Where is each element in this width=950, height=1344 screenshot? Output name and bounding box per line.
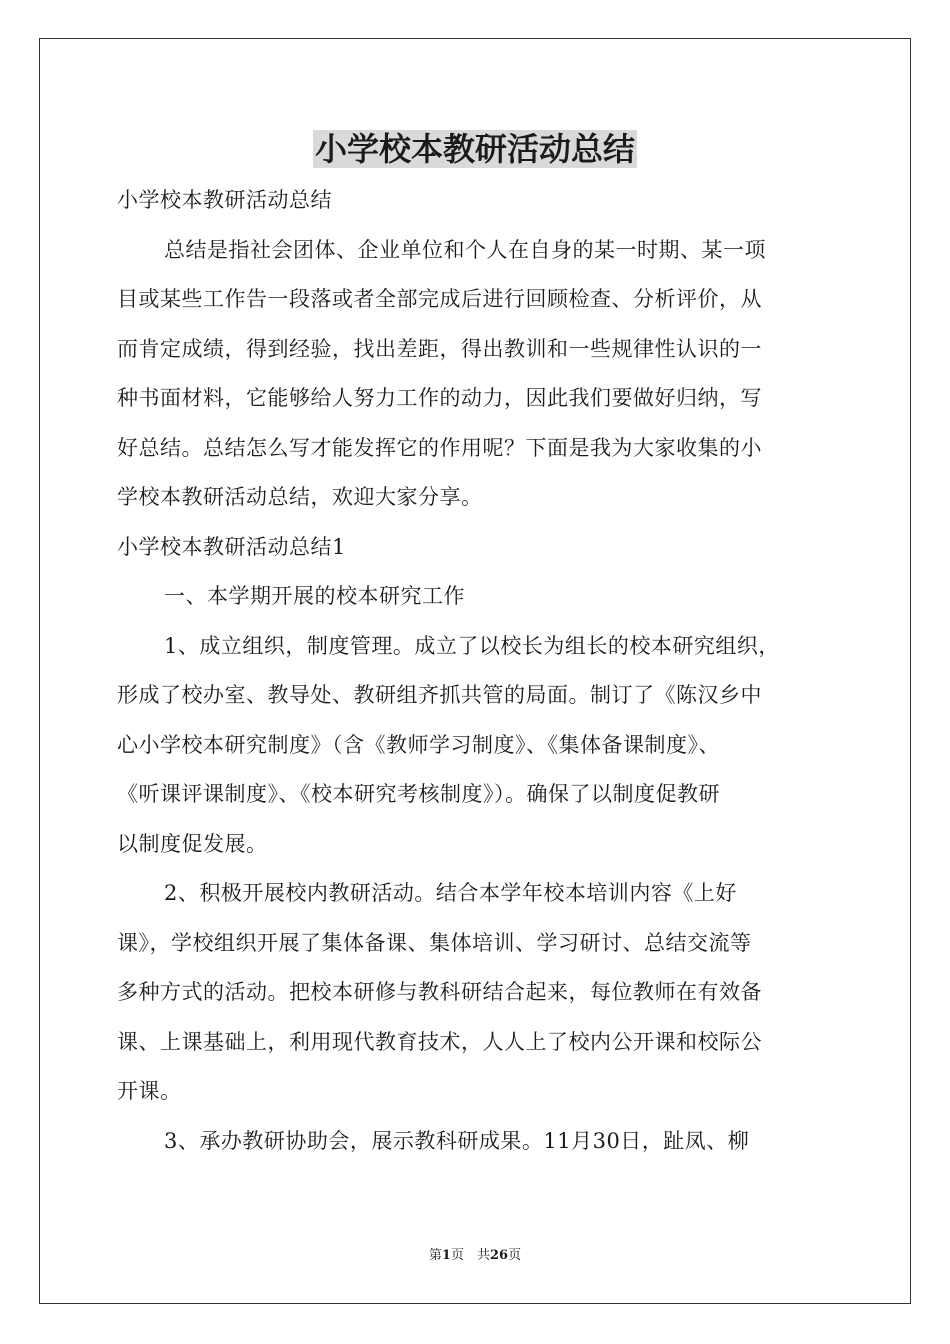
body-line: 课、上课基础上，利用现代教育技术，人人上了校内公开课和校际公 (117, 1029, 762, 1054)
body-line: 课》，学校组织开展了集体备课、集体培训、学习研讨、总结交流等 (117, 930, 752, 955)
footer-mid: 页 共 (450, 1248, 490, 1263)
body-line: 1、成立组织，制度管理。成立了以校长为组长的校本研究组织， (164, 633, 780, 658)
footer-prefix: 第 (428, 1248, 442, 1263)
body-line: 而肯定成绩，得到经验，找出差距，得出教训和一些规律性认识的一 (117, 336, 762, 361)
body-line: 《听课评课制度》、《校本研究考核制度》）。确保了以制度促教研 (117, 782, 720, 806)
document-title-text: 小学校本教研活动总结 (314, 130, 635, 168)
footer-page-total: 26 (489, 1248, 509, 1263)
body-line: 3、承办教研协助会，展示教科研成果。11月30日，趾凤、柳 (164, 1128, 750, 1153)
body-line: 总结是指社会团体、企业单位和个人在自身的某一时期、某一项 (164, 237, 766, 262)
body-line: 2、积极开展校内教研活动。结合本学年校本培训内容《上好 (164, 881, 737, 905)
body-line: 多种方式的活动。把校本研修与教科研结合起来，每位教师在有效备 (117, 980, 762, 1004)
page-footer (0, 1247, 950, 1265)
body-line: 目或某些工作告一段落或者全部完成后进行回顾检查、分析评价，从 (117, 287, 762, 311)
body-line: 好总结。总结怎么写才能发挥它的作用呢？下面是我为大家收集的小 (117, 435, 762, 460)
body-line: 心小学校本研究制度》（含《教师学习制度》、《集体备课制度》、 (117, 732, 720, 757)
footer-suffix: 页 (508, 1248, 522, 1263)
document-body (117, 176, 835, 1166)
document-title (0, 126, 950, 172)
body-line: 一、本学期开展的校本研究工作 (164, 584, 465, 608)
body-line: 以制度促发展。 (117, 831, 268, 856)
section-heading: 小学校本教研活动总结1 (117, 534, 346, 559)
body-line: 开课。 (117, 1079, 182, 1103)
body-line: 形成了校办室、教导处、教研组齐抓共管的局面。制订了《陈汉乡中 (117, 683, 762, 707)
body-line: 小学校本教研活动总结 (117, 188, 332, 212)
body-line: 种书面材料，它能够给人努力工作的动力，因此我们要做好归纳，写 (117, 386, 762, 410)
body-line: 学校本教研活动总结，欢迎大家分享。 (117, 485, 483, 509)
footer-page-current: 1 (441, 1248, 451, 1263)
